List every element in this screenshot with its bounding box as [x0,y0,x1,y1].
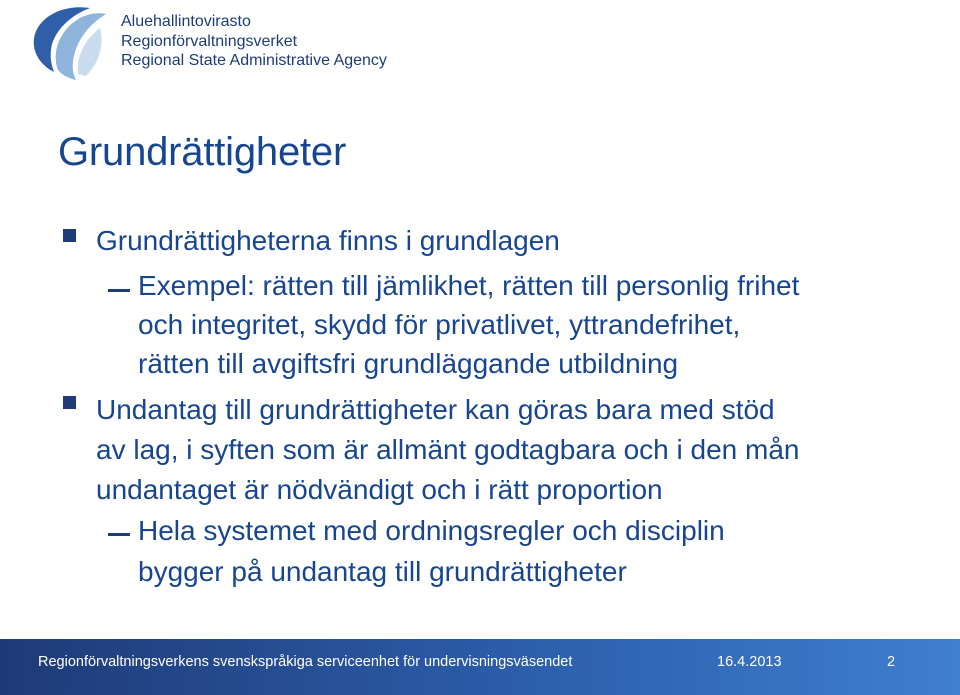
bullet-2-line-1: Undantag till grundrättigheter kan göras bara med stöd [96,394,775,425]
sub-bullet-dash-1 [108,289,130,292]
footer-unit-name: Regionförvaltningsverkens svenskspråkiga serviceenhet för undervisningsväsendet [38,654,573,670]
sub-bullet-2-line-1: Hela systemet med ordningsregler och disciplin [138,515,725,546]
sub-bullet-1-line-3: rätten till avgiftsfri grundläggande utbildning [138,348,679,379]
bullet-1-text: Grundrättigheterna finns i grundlagen [96,225,560,256]
sub-bullet-1-line-2: och integritet, skydd för privatlivet, yttrandefrihet, [138,309,741,340]
footer-page-number: 2 [887,654,896,670]
agency-logo-icon [28,4,110,84]
footer-bar [0,639,960,695]
bullet-marker-1 [63,229,76,242]
agency-name-en: Regional State Administrative Agency [121,52,387,69]
bullet-2-line-2: av lag, i syften som är allmänt godtagbara och i den mån [96,434,800,465]
sub-bullet-2-line-2: bygger på undantag till grundrättigheter [138,556,627,587]
agency-name-sv: Regionförvaltningsverket [121,32,298,50]
footer-date: 16.4.2013 [717,654,782,670]
sub-bullet-dash-2 [108,533,130,536]
agency-name [121,12,387,71]
sub-bullet-1-line-1: Exempel: rätten till jämlikhet, rätten till personlig frihet [138,270,800,301]
slide-title: Grundrättigheter [58,130,347,174]
bullet-marker-2 [63,396,76,409]
bullet-2-line-3: undantaget är nödvändigt och i rätt proportion [96,474,663,505]
agency-name-fi: Aluehallintovirasto [121,13,251,30]
